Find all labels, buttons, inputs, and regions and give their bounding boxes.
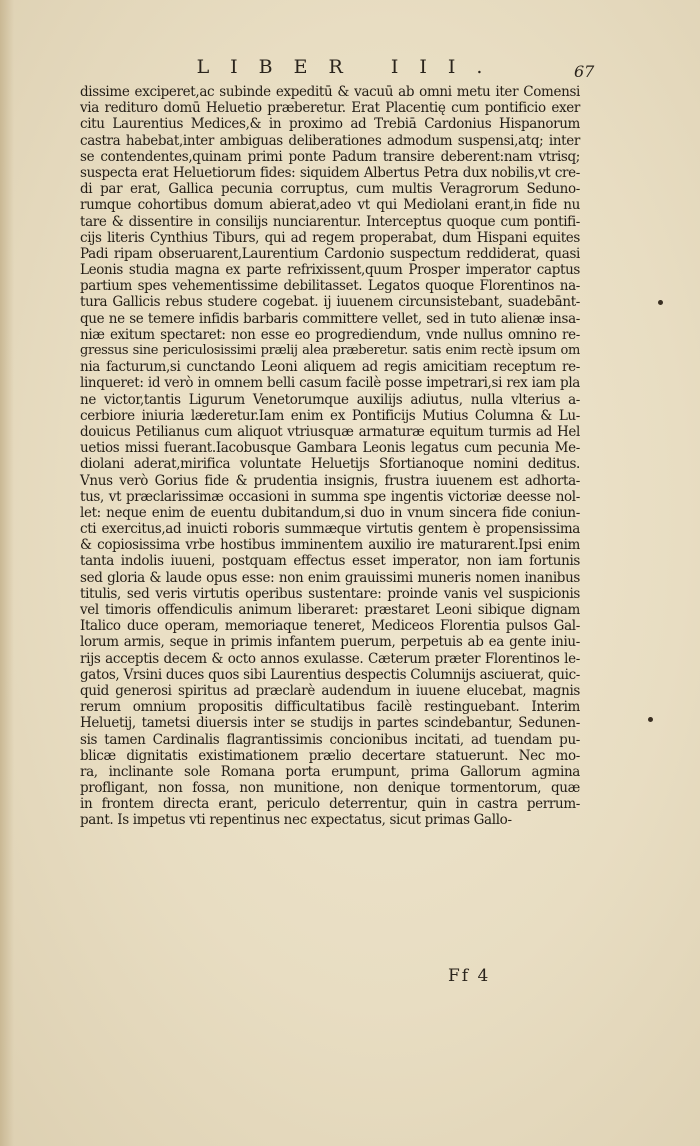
text-line: via redituro domū Heluetio præberetur. Erat Placentię cum pontificio exer — [80, 100, 580, 117]
text-line: rumque cohortibus domum abierat,adeo vt qui Mediolani erant,in fide nu — [80, 197, 580, 214]
text-line: cti exercitus,ad inuicti roboris summæque virtutis gentem è propensissima — [80, 521, 580, 538]
text-line: blicæ dignitatis existimationem prælio decertare statuerunt. Nec mo- — [80, 747, 580, 764]
ink-spot — [658, 300, 663, 305]
text-line: rerum omnium propositis difficultatibus facilè restinguebant. Interim — [80, 699, 580, 716]
text-line: gressus sine periculosissimi prælij alea præberetur. satis enim rectè ipsum om — [80, 343, 580, 358]
text-line: tus, vt præclarissimæ occasioni in summa spe ingentis victoriæ deesse nol- — [80, 488, 580, 505]
text-line: rijs acceptis decem & octo annos exulasse. Cæterum præter Florentinos le- — [80, 650, 580, 667]
text-line: que ne se temere infidis barbaris committere vellet, sed in tuto alienæ insa- — [80, 310, 580, 327]
text-line: gatos, Vrsini duces quos sibi Laurentius despectis Columnijs asciuerat, quic- — [80, 666, 580, 683]
text-line: ra, inclinante sole Romana porta erumpunt, prima Gallorum agmina — [80, 763, 580, 780]
text-line: titulis, sed veris virtutis operibus sustentare: proinde vanis vel suspicionis — [80, 585, 580, 602]
text-line: tare & dissentire in consilijs nunciarentur. Interceptus quoque cum pontifi- — [80, 213, 580, 230]
text-line: tura Gallicis rebus studere cogebat. ij iuuenem circunsistebant, suadebānt- — [80, 294, 580, 311]
body-text — [80, 84, 580, 829]
text-line: linqueret: id verò in omnem belli casum facilè posse impetrari,si rex iam pla — [80, 375, 580, 392]
text-line: sed gloria & laude opus esse: non enim grauissimi muneris nomen inanibus — [80, 569, 580, 586]
text-line: dissime exciperet,ac subinde expeditū & vacuū ab omni metu iter Comensi — [80, 84, 580, 100]
text-line: nia facturum,si cunctando Leoni aliquem ad regis amicitiam receptum re- — [80, 359, 580, 376]
text-line: let: neque enim de euentu dubitandum,si duo in vnum sincera fide coniun- — [80, 504, 580, 521]
text-line: partium spes vehementissime debilitasset. Legatos quoque Florentinos na- — [80, 278, 580, 295]
running-head: LIBER III. — [196, 56, 504, 78]
ink-spot — [648, 717, 653, 722]
text-line: in frontem directa erant, periculo deterrentur, quin in castra perrum- — [80, 796, 580, 813]
text-line: se contendentes,quinam primi ponte Padum transire deberent:nam vtrisq; — [80, 148, 580, 165]
text-line: diolani aderat,mirifica voluntate Heluetijs Sfortianoque nomini deditus. — [80, 456, 580, 473]
text-line: niæ exitum spectaret: non esse eo progrediendum, vnde nullus omnino re- — [80, 326, 580, 343]
text-line: Vnus verò Gorius fide & prudentia insignis, frustra iuuenem est adhorta- — [80, 472, 580, 489]
text-line: profligant, non fossa, non munitione, non denique tormentorum, quæ — [80, 780, 580, 797]
text-line: Heluetij, tametsi diuersis inter se studijs in partes scindebantur, Sedunen- — [80, 715, 580, 732]
text-line: citu Laurentius Medices,& in proximo ad Trebiā Cardonius Hispanorum — [80, 116, 580, 133]
text-line: sis tamen Cardinalis flagrantissimis concionibus incitati, ad tuendam pu- — [80, 731, 580, 748]
text-line: Italico duce operam, memoriaque teneret, Mediceos Florentia pulsos Gal- — [80, 618, 580, 635]
text-line: Padi ripam obseruarent,Laurentium Cardonio suspectum reddiderat, quasi — [80, 245, 580, 262]
text-line: tanta indolis iuueni, postquam effectus esset imperator, non iam fortunis — [80, 553, 580, 570]
page-number: 67 — [574, 62, 595, 81]
signature-mark: Ff 4 — [448, 966, 491, 986]
text-line: lorum armis, seque in primis infantem puerum, perpetuis ab ea gente iniu- — [80, 634, 580, 651]
text-line: cijs literis Cynthius Tiburs, qui ad regem properabat, dum Hispani equites — [80, 229, 580, 246]
text-line: & copiosissima vrbe hostibus imminentem auxilio ire maturarent.Ipsi enim — [80, 537, 580, 554]
text-line: uetios missi fuerant.Iacobusque Gambara Leonis legatus cum pecunia Me- — [80, 440, 580, 457]
text-line: Leonis studia magna ex parte refrixissent,quum Prosper imperator captus — [80, 262, 580, 279]
text-line: douicus Petilianus cum aliquot vtriusquæ armaturæ equitum turmis ad Hel — [80, 423, 580, 440]
text-line: pant. Is impetus vti repentinus nec expectatus, sicut primas Gallo- — [80, 812, 512, 829]
text-line: quid generosi spiritus ad præclarè audendum in iuuene elucebat, magnis — [80, 682, 580, 699]
text-line: vel timoris offendiculis animum liberaret: præstaret Leoni sibique dignam — [80, 602, 580, 618]
text-line: castra habebat,inter ambiguas deliberationes admodum suspensi,atq; inter — [80, 132, 580, 149]
text-line: suspecta erat Heluetiorum fides: siquidem Albertus Petra dux nobilis,vt cre- — [80, 164, 580, 181]
text-line: ne victor,tantis Ligurum Venetorumque auxilijs adiutus, nulla vlterius a- — [80, 391, 580, 408]
text-line: di par erat, Gallica pecunia corruptus, cum multis Veragrorum Seduno- — [80, 181, 580, 198]
text-line: cerbiore iniuria læderetur.Iam enim ex Pontificijs Mutius Columna & Lu- — [80, 407, 580, 424]
